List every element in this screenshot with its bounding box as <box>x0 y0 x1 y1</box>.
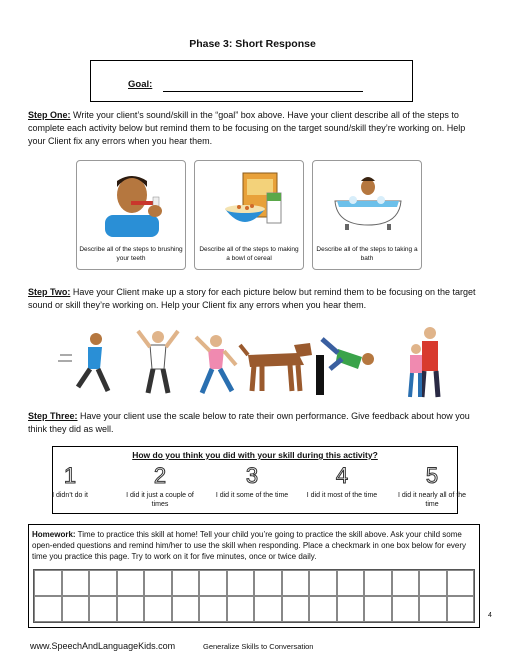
checkmark-cell[interactable] <box>392 570 420 596</box>
step-three-label: Step Three: <box>28 411 78 421</box>
card-caption: Describe all of the steps to taking a bath <box>316 246 418 262</box>
checkmark-cell[interactable] <box>364 570 392 596</box>
checkmark-cell[interactable] <box>337 570 365 596</box>
scale-label-1: I didn’t do it <box>52 492 88 499</box>
step-one-text: Write your client’s sound/skill in the “goal” box above. Have your client describe all of the steps to complete each activity below but remind them to be focusing on the target sound/skill they’re working on. Help your Client fix any errors when you hear them. <box>28 110 466 146</box>
checkmark-cell[interactable] <box>172 596 200 622</box>
checkmark-cell[interactable] <box>117 570 145 596</box>
scale-label-3: I did it some of the time <box>215 492 289 499</box>
checkmark-cell[interactable] <box>117 596 145 622</box>
scale-label-4: I did it most of the time <box>306 492 378 499</box>
footer-subtitle: Generalize Skills to Conversation <box>203 642 314 651</box>
scale-number-5[interactable]: 5 <box>425 463 439 488</box>
checkmark-cell[interactable] <box>172 570 200 596</box>
checkmark-cell[interactable] <box>309 570 337 596</box>
homework-text <box>32 529 476 562</box>
scale-label-2: I did it just a couple of times <box>126 492 194 508</box>
card-bath <box>312 160 422 270</box>
checkmark-cell[interactable] <box>282 570 310 596</box>
footer-url[interactable]: www.SpeechAndLanguageKids.com <box>30 641 176 651</box>
running-girl-icon <box>196 335 236 393</box>
checkmark-cell[interactable] <box>392 596 420 622</box>
scale-label-5: I did it nearly all of the time <box>397 492 467 508</box>
checkmark-grid <box>33 569 475 623</box>
goal-box <box>90 60 413 102</box>
checkmark-cell[interactable] <box>309 596 337 622</box>
dog-icon <box>240 343 312 391</box>
card-cereal <box>194 160 304 270</box>
step-one-paragraph <box>28 109 480 148</box>
scale-number-2[interactable]: 2 <box>153 463 167 488</box>
checkmark-cell[interactable] <box>419 596 447 622</box>
checkmark-cell[interactable] <box>144 596 172 622</box>
scale-number-4[interactable]: 4 <box>335 463 349 488</box>
checkmark-cell[interactable] <box>62 596 90 622</box>
checkmark-cell[interactable] <box>419 570 447 596</box>
checkmark-cell[interactable] <box>282 596 310 622</box>
checkmark-cell[interactable] <box>89 570 117 596</box>
checkmark-cell[interactable] <box>199 570 227 596</box>
running-boy-icon <box>58 333 108 391</box>
scale-question: How do you think you did with your skill during this activity? <box>132 450 378 460</box>
card-brushing-teeth <box>76 160 186 270</box>
checkmark-cell[interactable] <box>447 596 475 622</box>
card-caption: Describe all of the steps to brushing your teeth <box>79 246 183 262</box>
checkmark-cell[interactable] <box>227 570 255 596</box>
checkmark-cell[interactable] <box>447 570 475 596</box>
checkmark-cell[interactable] <box>34 596 62 622</box>
self-rating-scale <box>52 446 467 514</box>
page-number: 4 <box>488 612 492 619</box>
checkmark-cell[interactable] <box>34 570 62 596</box>
checkmark-cell[interactable] <box>62 570 90 596</box>
child-in-bathtub-icon <box>323 167 413 237</box>
cheering-man-icon <box>138 331 178 393</box>
man-falling-over-block-icon <box>316 339 374 395</box>
homework-label: Homework: <box>32 530 76 539</box>
checkmark-cell[interactable] <box>337 596 365 622</box>
checkmark-cell[interactable] <box>227 596 255 622</box>
story-pictures <box>58 325 478 400</box>
card-caption: Describe all of the steps to making a bowl of cereal <box>199 246 299 262</box>
cereal-bowl-icon <box>205 167 295 237</box>
homework-box <box>28 524 480 628</box>
parent-hugging-child-icon <box>410 327 438 397</box>
step-two-paragraph <box>28 286 480 312</box>
goal-line[interactable] <box>163 91 363 92</box>
page-title: Phase 3: Short Response <box>189 38 316 50</box>
scale-number-3[interactable]: 3 <box>245 463 259 488</box>
checkmark-cell[interactable] <box>199 596 227 622</box>
checkmark-cell[interactable] <box>144 570 172 596</box>
boy-brushing-teeth-icon <box>87 167 177 237</box>
checkmark-cell[interactable] <box>254 570 282 596</box>
scale-number-1[interactable]: 1 <box>63 463 77 488</box>
step-three-text: Have your client use the scale below to rate their own performance. Give feedback about how you think they did as well. <box>28 411 470 434</box>
step-two-label: Step Two: <box>28 287 71 297</box>
checkmark-cell[interactable] <box>364 596 392 622</box>
step-one-label: Step One: <box>28 110 71 120</box>
step-three-paragraph <box>28 410 480 436</box>
homework-body: Time to practice this skill at home! Tell your child you’re going to practice the skill above. Ask your child some open-ended questions and remind him/her to use the skill when responding. Place a checkmark in one box below for every time you practice this page. Try to work on it for five minutes, once or twice daily. <box>32 530 467 561</box>
step-two-text: Have your Client make up a story for each picture below but remind them to be focusing on the target sound or skill they’re working on. Help your Client fix any errors when you hear them. <box>28 287 476 310</box>
goal-label: Goal: <box>128 79 153 90</box>
checkmark-cell[interactable] <box>254 596 282 622</box>
checkmark-cell[interactable] <box>89 596 117 622</box>
